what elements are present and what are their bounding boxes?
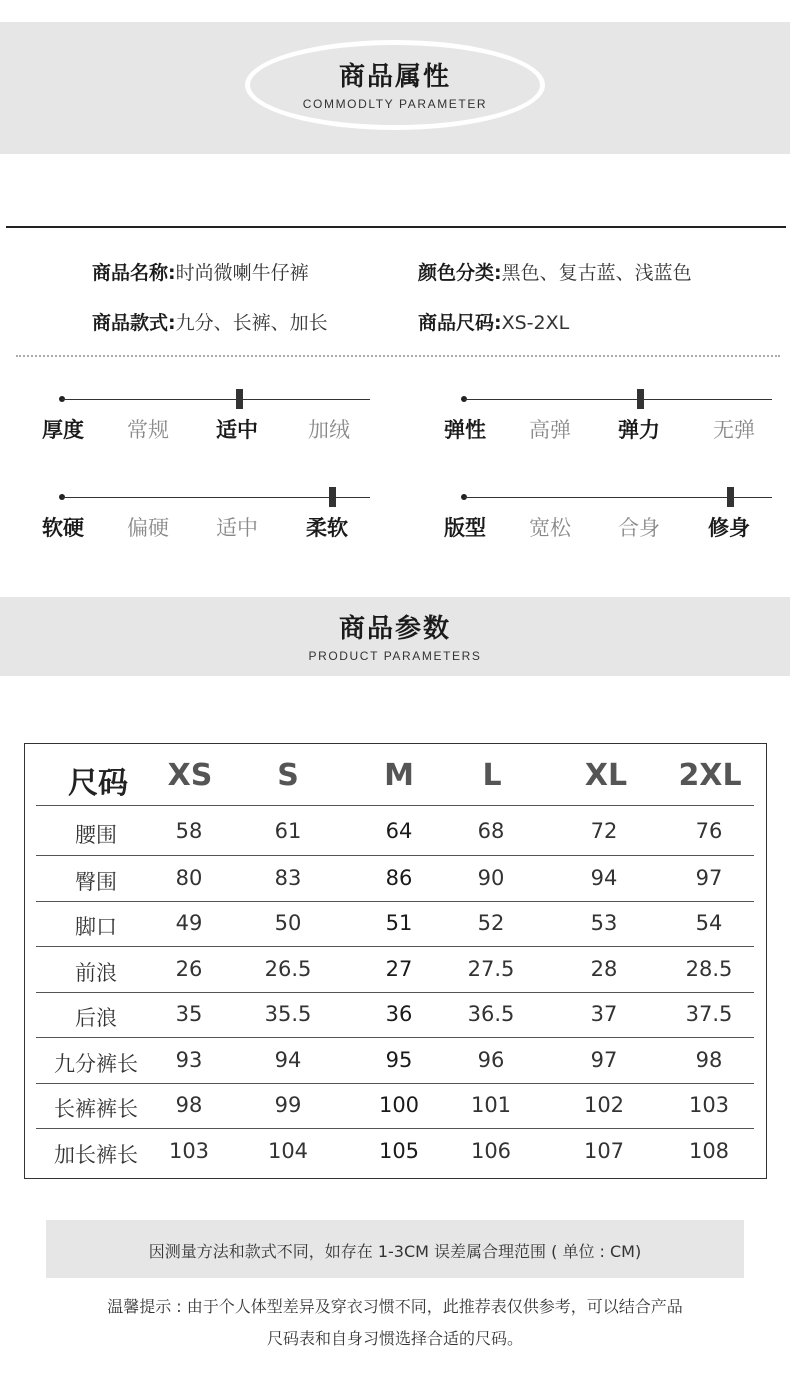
table-cell: 36.5 [467,1002,515,1026]
slider-knob [236,389,243,409]
table-cell: 90 [477,866,505,890]
slider-option: 常规 [127,418,169,442]
table-cell: 94 [274,1048,302,1072]
table-row-divider [36,992,754,993]
slider-name: 弹性 [444,418,486,442]
table-row-divider [36,901,754,902]
slider-option-selected: 柔软 [306,516,348,540]
table-row-divider [36,855,754,856]
row-label: 脚口 [75,915,117,939]
slider-option-selected: 弹力 [618,418,660,442]
table-cell: 80 [175,866,203,890]
table-cell: 100 [378,1093,420,1117]
info-label: 商品款式: [92,312,176,334]
table-cell: 103 [688,1093,730,1117]
parameters-subtitle: PRODUCT PARAMETERS [308,649,482,663]
slider-option: 加绒 [308,418,350,442]
info-product-name [92,258,309,285]
size-header-cell: 2XL [678,758,742,793]
row-label: 前浪 [75,961,117,985]
row-label: 长裤裤长 [54,1097,138,1121]
table-cell: 102 [583,1093,625,1117]
row-label: 腰围 [75,823,117,847]
slider-knob [637,389,644,409]
table-row-divider [36,1037,754,1038]
table-cell: 37 [590,1002,618,1026]
table-cell: 26 [175,957,203,981]
table-cell: 97 [695,866,723,890]
info-label: 商品尺码: [418,312,502,334]
slider-option: 高弹 [529,418,571,442]
info-label: 颜色分类: [418,262,502,284]
table-cell: 51 [385,911,413,935]
info-size [418,308,569,335]
divider [6,226,786,228]
table-cell: 98 [175,1093,203,1117]
table-cell: 53 [590,911,618,935]
table-cell: 35 [175,1002,203,1026]
table-cell: 76 [695,819,723,843]
slider-name: 厚度 [42,418,84,442]
table-cell: 97 [590,1048,618,1072]
row-label: 后浪 [75,1006,117,1030]
table-cell: 72 [590,819,618,843]
size-header-cell: M [384,758,414,793]
size-header-cell: L [482,758,502,793]
slider-option: 宽松 [529,516,571,540]
slider-option: 无弹 [713,418,755,442]
size-header-cell: XS [167,758,213,793]
table-row-divider [36,1083,754,1084]
measurement-note: 因测量方法和款式不同，如存在 1-3CM 误差属合理范围 ( 单位 : CM) [148,1242,642,1261]
parameters-title: 商品参数 [338,614,451,644]
table-cell: 83 [274,866,302,890]
info-color [418,258,692,285]
table-cell: 27 [385,957,413,981]
table-cell: 107 [583,1139,625,1163]
table-cell: 95 [385,1048,413,1072]
attributes-title: 商品属性 [338,62,451,92]
tip-line-1: 温馨提示 : 由于个人体型差异及穿衣习惯不同，此推荐表仅供参考，可以结合产品 [107,1297,683,1316]
info-value: 黑色、复古蓝、浅蓝色 [501,262,692,284]
slider-option: 合身 [618,516,660,540]
table-cell: 28 [590,957,618,981]
table-cell: 86 [385,866,413,890]
info-value: 九分、长裤、加长 [175,312,328,334]
table-cell: 52 [477,911,505,935]
slider-track [62,497,370,498]
table-cell: 98 [695,1048,723,1072]
table-cell: 105 [378,1139,420,1163]
table-cell: 50 [274,911,302,935]
tip-line-2: 尺码表和自身习惯选择合适的尺码。 [266,1329,523,1348]
table-cell: 96 [477,1048,505,1072]
table-cell: 64 [385,819,413,843]
slider-option-selected: 修身 [708,516,750,540]
slider-knob [727,487,734,507]
table-cell: 61 [274,819,302,843]
table-cell: 68 [477,819,505,843]
table-cell: 54 [695,911,723,935]
table-row-divider [36,1128,754,1129]
table-cell: 106 [470,1139,512,1163]
slider-knob [329,487,336,507]
dotted-divider [16,355,780,357]
table-cell: 99 [274,1093,302,1117]
table-cell: 58 [175,819,203,843]
slider-track [464,399,772,400]
row-label: 加长裤长 [54,1143,138,1167]
table-cell: 108 [688,1139,730,1163]
info-value: XS-2XL [501,312,570,334]
table-row-divider [36,946,754,947]
table-cell: 93 [175,1048,203,1072]
table-cell: 36 [385,1002,413,1026]
row-label: 臀围 [75,870,117,894]
slider-track [464,497,772,498]
table-cell: 27.5 [467,957,515,981]
table-cell: 49 [175,911,203,935]
slider-name: 版型 [444,516,486,540]
info-style [92,308,328,335]
slider-option-selected: 适中 [216,418,258,442]
size-header-cell: S [277,758,299,793]
size-header-cell: 尺码 [68,766,128,801]
info-label: 商品名称: [92,262,176,284]
info-value: 时尚微喇牛仔裤 [175,262,309,284]
table-cell: 37.5 [685,1002,733,1026]
size-header-cell: XL [584,758,628,793]
attributes-subtitle: COMMODLTY PARAMETER [302,97,488,111]
slider-track [62,399,370,400]
table-row-divider [36,805,754,806]
table-cell: 94 [590,866,618,890]
table-cell: 35.5 [264,1002,312,1026]
table-cell: 26.5 [264,957,312,981]
row-label: 九分裤长 [54,1052,138,1076]
slider-name: 软硬 [42,516,84,540]
table-cell: 103 [168,1139,210,1163]
table-cell: 104 [267,1139,309,1163]
table-cell: 101 [470,1093,512,1117]
table-cell: 28.5 [685,957,733,981]
slider-option: 适中 [216,516,258,540]
slider-option: 偏硬 [127,516,169,540]
